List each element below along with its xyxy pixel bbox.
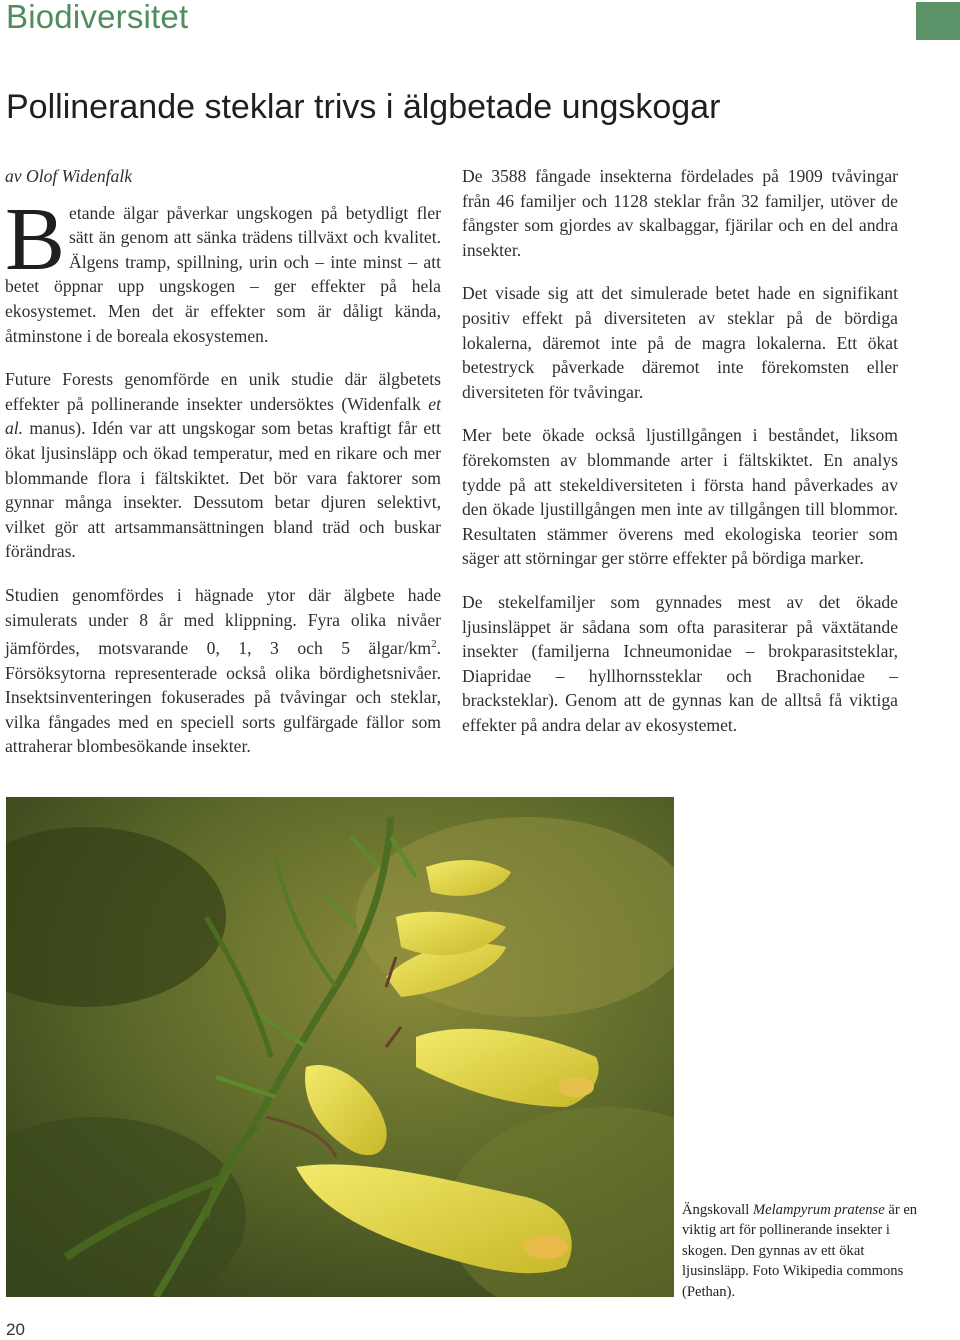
paragraph-results-catch: De 3588 fångade insekterna fördelades på 1909 tvåvingar från 46 familjer och 1128 steklar från 32 familjer, utöver de fångster som gjordes av skalbaggar, fjärilar och en del andra insekter. (462, 166, 898, 260)
paragraph-families: De stekelfamiljer som gynnades mest av det ökade ljusinsläppet är sådana som ofta parasiterar på växtätande insekter (familjerna Ichneumonidae – brokparasitsteklar, Diapridae – hyllhornssteklar och Brachonidae – bracksteklar). Genom att de gynnas kan de alltså få viktiga effekter på andra delar av ekosystemet. (462, 591, 898, 735)
article-title: Pollinerande steklar trivs i älgbetade ungskogar (6, 88, 721, 126)
caption-species: Melampyrum pratense (752, 1202, 885, 1218)
paragraph-intro (5, 189, 441, 349)
superscript: 2 (431, 638, 437, 651)
article-column-right (462, 164, 898, 756)
page-number: 20 (6, 1320, 25, 1339)
paragraph-results-light: Mer bete ökade också ljustillgången i beståndet, liksom förekomsten av blommande arter i fältskiktet. En analys tydde på att stekeldiversiteten i första hand påverkades av den ökade ljustillgången men inte av tillgången till blommor. Resultaten stämmer överens med ekologiska teorier som säger att störningar ger större effekter på bördiga marker. (462, 425, 898, 569)
paragraph-method-text-b: . Försöksytorna representerade också olika bördighetsnivåer. Insektsinventeringen fokuserades på tvåvingar och steklar, vilka fångades med en speciell sorts gulfärgade fällor som attraherar blombesökande insekter. (5, 637, 441, 757)
paragraph-method-text-a: Studien genomfördes i hägnade ytor där älgbete hade simulerats under 8 år med klippning. Fyra olika nivåer jämfördes, motsvarande 0, 1, 3 och 5 älgar/km (5, 584, 441, 658)
section-color-tab (916, 2, 960, 40)
caption-text-b: är en viktig art för pollinerande insekter i skogen. Den gynnas av ett ökat ljusinsläpp. Foto Wikipedia commons (Pethan). (682, 1202, 918, 1300)
et-al: et al. (5, 393, 441, 439)
paragraph-method (5, 583, 441, 759)
paragraph-study-text-a: Future Forests genomförde en unik studie där älgbetets effekter på pollinerande insekter undersöktes (Widenfalk (5, 369, 441, 414)
paragraph-study-text-b: manus). Idén var att ungskogar som betas kraftigt får ett ökat ljusinsläpp och ökad temperatur, med en rikare och mer blommande flora i fältskiktet. Det bör vara faktorer som gynnar många insekter. Dessutom betar djuren selektivt, vilket gör att artsammansättningen bland träd och buskar förändras. (5, 418, 441, 562)
paragraph-intro-text: etande älgar påverkar ungskogen på betydligt fler sätt än genom att sänka trädens tillväxt och kvalitet. Älgens tramp, spillning, urin och – inte minst – att betet öppnar upp ungskogen – ger effekter på hela ekosystemet. Men det är effekter som är dåligt kända, åtminstone i de boreala ekosystemen. (5, 202, 441, 346)
flower-illustration (6, 797, 674, 1297)
paragraph-results-diversity: Det visade sig att det simulerade betet hade en signifikant positiv effekt på diversiteten av steklar på de bördiga lokalerna, däremot inte på de magra lokalerna. Ett ökat betestryck påverkade däremot inte förekomsten eller diversiteten för tvåvingar. (462, 283, 898, 402)
photo-caption (682, 1200, 922, 1302)
article-column-left (5, 164, 441, 778)
paragraph-study (5, 367, 441, 564)
drop-cap: B (5, 189, 66, 289)
flower-photo (6, 797, 674, 1297)
caption-text-a: Ängskovall (682, 1202, 753, 1218)
section-label: Biodiversitet (6, 0, 189, 35)
byline: av Olof Widenfalk (5, 166, 133, 186)
